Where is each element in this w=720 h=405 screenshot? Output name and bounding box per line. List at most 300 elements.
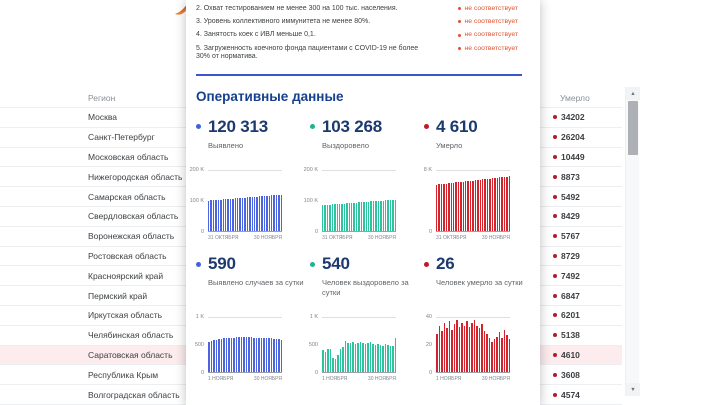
- chart-bar: [324, 205, 325, 231]
- chart-bar: [370, 201, 371, 231]
- chart-bar: [242, 198, 243, 231]
- died-number: 8729: [561, 250, 580, 261]
- chart-bar: [269, 196, 270, 232]
- chart-bar: [330, 349, 332, 373]
- chart-bar: [281, 340, 283, 373]
- region-cell: Санкт-Петербург: [88, 132, 155, 143]
- chart-plot: [322, 170, 396, 232]
- chart-bar: [247, 197, 248, 231]
- x-axis-end-label: 30 НОЯБРЯ: [253, 235, 282, 242]
- chart-bar: [213, 340, 215, 372]
- stat-value: 120 313: [208, 116, 269, 136]
- stat-dot-icon: [310, 124, 315, 129]
- y-axis-label: 20: [425, 341, 432, 348]
- chart-bar: [258, 338, 260, 373]
- y-axis-label: 500: [194, 341, 204, 348]
- region-cell: Москва: [88, 112, 118, 123]
- stat-label: Выздоровело: [322, 140, 370, 150]
- x-axis-start-label: 31 ОКТЯБРЯ: [436, 235, 467, 242]
- x-axis-start-label: 31 ОКТЯБРЯ: [322, 235, 353, 242]
- checklist-item: [196, 45, 518, 62]
- criterion-status: [458, 5, 518, 13]
- died-number: 6847: [561, 290, 580, 301]
- stat-block: [196, 254, 310, 297]
- stat-value: 540: [322, 254, 350, 274]
- y-axis-label: 0: [314, 228, 318, 235]
- chart-bar: [501, 338, 503, 372]
- died-dot-icon: [553, 135, 557, 139]
- chart-plot: [436, 170, 510, 232]
- daily-stats-row: [196, 254, 540, 297]
- x-axis-end-label: 30 НОЯБРЯ: [253, 376, 282, 383]
- died-dot-icon: [553, 333, 557, 337]
- chart-bar: [377, 344, 379, 372]
- chart-bar: [341, 204, 342, 232]
- stat-dot-icon: [196, 262, 201, 267]
- chart-bar: [273, 339, 275, 373]
- x-axis-labels: [436, 235, 510, 241]
- y-axis-label: 500: [308, 341, 318, 348]
- chart-bar: [392, 346, 394, 372]
- chart-bar: [494, 339, 496, 372]
- y-axis-label: 0: [314, 369, 318, 376]
- chart-bar: [470, 181, 471, 231]
- chart-bar: [225, 199, 226, 231]
- chart-bar: [256, 197, 257, 232]
- status-label: не соответствует: [464, 5, 518, 12]
- chart-bar: [268, 338, 270, 372]
- status-label: не соответствует: [464, 44, 518, 52]
- region-cell: Пермский край: [88, 290, 148, 301]
- chart-bar: [368, 202, 369, 232]
- chart-bar: [253, 338, 255, 373]
- died-value: [553, 350, 580, 360]
- stat-block: [310, 117, 424, 151]
- chart-bar: [251, 337, 253, 372]
- checklist-item: [196, 31, 518, 40]
- stat-dot-icon: [424, 124, 429, 129]
- died-dot-icon: [553, 373, 557, 377]
- x-axis-labels: [208, 235, 282, 241]
- chart-bar: [460, 182, 461, 231]
- region-cell: Самарская область: [88, 191, 166, 202]
- mini-chart: [300, 166, 414, 242]
- chart-bar: [438, 184, 439, 231]
- y-axis-label: 200 K: [303, 166, 318, 173]
- chart-bar: [264, 196, 265, 231]
- chart-bar: [332, 358, 334, 372]
- chart-bar: [492, 178, 493, 231]
- total-charts-row: [186, 166, 540, 242]
- chart-bar: [211, 341, 213, 372]
- chart-bar: [449, 321, 451, 372]
- criterion-text: 4. Занятость коек с ИВЛ меньше 0,1.: [196, 31, 316, 39]
- x-axis-start-label: 31 ОКТЯБРЯ: [208, 235, 239, 242]
- died-value: [553, 390, 580, 400]
- chart-bar: [459, 327, 461, 372]
- chart-bar: [489, 179, 490, 232]
- died-value: [553, 231, 580, 241]
- status-label: не соответствует: [464, 18, 518, 26]
- died-dot-icon: [553, 353, 557, 357]
- chart-bar: [342, 347, 344, 372]
- chart-bar: [227, 199, 228, 231]
- chart-bar: [370, 342, 372, 372]
- mini-chart: [300, 313, 414, 383]
- died-value: [553, 330, 580, 340]
- chart-bar: [244, 198, 245, 232]
- chart-bar: [382, 346, 384, 373]
- chart-bar: [499, 332, 501, 372]
- chart-bar: [345, 341, 347, 372]
- chart-bars: [322, 317, 396, 372]
- status-dot-icon: [458, 34, 461, 37]
- chart-bar: [355, 344, 357, 373]
- region-cell: Ростовская область: [88, 250, 167, 261]
- y-axis-label: 0: [200, 228, 204, 235]
- scroll-down-icon[interactable]: ▼: [626, 383, 640, 396]
- chart-bar: [504, 330, 506, 373]
- chart-bar: [340, 349, 342, 373]
- chart-bar: [352, 342, 354, 372]
- chart-bar: [506, 335, 508, 372]
- chart-bar: [446, 328, 448, 372]
- chart-bar: [380, 201, 381, 232]
- criterion-status: [458, 45, 518, 53]
- chart-bar: [465, 181, 466, 231]
- chart-bar: [266, 338, 268, 372]
- died-value: [553, 291, 580, 301]
- mini-chart: [186, 166, 300, 242]
- chart-bar: [467, 181, 468, 231]
- mini-chart: [414, 166, 528, 242]
- x-axis-end-label: 30 НОЯБРЯ: [367, 376, 396, 383]
- chart-bar: [387, 200, 388, 231]
- died-number: 3608: [561, 369, 580, 380]
- chart-bar: [349, 203, 350, 231]
- stat-value: 26: [436, 254, 455, 274]
- died-value: [553, 310, 580, 320]
- died-number: 5492: [561, 191, 580, 202]
- chart-bar: [208, 201, 209, 232]
- table-scrollbar[interactable]: [625, 87, 639, 396]
- stat-label: Человек выздоровело за сутки: [322, 278, 409, 297]
- stat-value: 4 610: [436, 116, 478, 136]
- chart-bar: [395, 338, 397, 372]
- chart-bar: [436, 334, 438, 373]
- chart-bar: [220, 200, 221, 232]
- chart-bar: [235, 198, 236, 231]
- chart-bar: [464, 326, 466, 373]
- x-axis-labels: [322, 376, 396, 382]
- chart-bar: [363, 202, 364, 231]
- chart-bar: [446, 184, 447, 232]
- region-cell: Челябинская область: [88, 330, 174, 341]
- chart-bar: [509, 339, 511, 372]
- chart-bar: [367, 343, 369, 372]
- x-axis-end-label: 30 НОЯБРЯ: [481, 376, 510, 383]
- chart-bar: [466, 321, 468, 372]
- chart-bar: [383, 201, 384, 232]
- x-axis-labels: [322, 235, 396, 241]
- region-cell: Красноярский край: [88, 270, 164, 281]
- died-number: 10449: [561, 151, 585, 162]
- criterion-text: 2. Охват тестированием не менее 300 на 100 тыс. населения.: [196, 5, 398, 12]
- chart-bar: [491, 342, 493, 372]
- chart-bar: [339, 204, 340, 231]
- chart-bar: [332, 204, 333, 231]
- chart-bar: [471, 323, 473, 373]
- chart-bar: [335, 359, 337, 372]
- region-cell: Республика Крым: [88, 369, 159, 380]
- stat-label: Выявлено случаев за сутки: [208, 278, 304, 288]
- chart-bar: [448, 183, 449, 231]
- chart-bar: [385, 200, 386, 231]
- chart-bar: [475, 180, 476, 231]
- chart-bar: [506, 177, 507, 232]
- scroll-up-icon[interactable]: ▲: [626, 87, 640, 100]
- chart-bar: [390, 200, 391, 231]
- died-number: 4574: [561, 389, 580, 400]
- chart-bar: [375, 345, 377, 373]
- y-axis-label: 200 K: [189, 166, 204, 173]
- criteria-checklist: [186, 0, 540, 62]
- chart-bar: [444, 323, 446, 373]
- died-number: 5767: [561, 231, 580, 242]
- y-axis-label: 0: [428, 369, 432, 376]
- died-number: 7492: [561, 270, 580, 281]
- chart-bars: [436, 317, 510, 372]
- chart-bar: [256, 338, 258, 373]
- stat-dot-icon: [424, 262, 429, 267]
- died-value: [553, 192, 580, 202]
- chart-bar: [266, 196, 267, 232]
- mini-chart: [414, 313, 528, 383]
- chart-bar: [361, 202, 362, 231]
- x-axis-start-label: 1 НОЯБРЯ: [322, 376, 348, 383]
- chart-bar: [378, 201, 379, 231]
- chart-plot: [208, 170, 282, 232]
- stat-label: Выявлено: [208, 140, 244, 150]
- chart-bar: [501, 177, 502, 231]
- stat-value: 590: [208, 254, 236, 274]
- chart-bar: [472, 181, 473, 232]
- chart-bar: [325, 352, 327, 372]
- chart-bar: [463, 182, 464, 232]
- chart-bar: [499, 177, 500, 231]
- region-cell: Иркутская область: [88, 310, 163, 321]
- region-cell: Волгоградская область: [88, 389, 180, 400]
- chart-bar: [238, 337, 240, 372]
- chart-bar: [497, 178, 498, 232]
- chart-bar: [281, 195, 282, 232]
- chart-bar: [375, 201, 376, 231]
- stat-top: [310, 117, 424, 137]
- chart-bar: [380, 345, 382, 372]
- died-dot-icon: [553, 115, 557, 119]
- chart-bar: [233, 338, 235, 373]
- chart-bar: [221, 339, 223, 373]
- x-axis-end-label: 30 НОЯБРЯ: [481, 235, 510, 242]
- chart-bar: [451, 330, 453, 373]
- chart-bar: [252, 197, 253, 231]
- chart-bar: [479, 328, 481, 372]
- chart-bar: [223, 199, 224, 231]
- chart-bar: [487, 179, 488, 231]
- chart-bar: [322, 205, 323, 231]
- died-number: 6201: [561, 310, 580, 321]
- criterion-text: 5. Загруженность коечного фонда пациентами с COVID-19 не более 30% от норматива.: [196, 44, 419, 61]
- died-dot-icon: [553, 313, 557, 317]
- chart-bar: [350, 343, 352, 372]
- chart-bar: [481, 324, 483, 372]
- chart-bar: [228, 338, 230, 372]
- region-cell: Нижегородская область: [88, 171, 183, 182]
- chart-bar: [327, 205, 328, 231]
- chart-bar: [276, 339, 278, 372]
- chart-bar: [509, 176, 510, 231]
- stat-label: Человек умерло за сутки: [436, 278, 523, 288]
- chart-bar: [218, 339, 220, 372]
- stat-block: [196, 117, 310, 151]
- died-number: 4610: [561, 349, 580, 360]
- chart-bars: [208, 317, 282, 372]
- chart-bar: [476, 326, 478, 373]
- chart-bar: [365, 344, 367, 372]
- chart-bar: [218, 200, 219, 231]
- chart-bar: [385, 344, 387, 372]
- region-cell: Свердловская область: [88, 211, 179, 222]
- chart-bar: [358, 202, 359, 231]
- died-dot-icon: [553, 274, 557, 278]
- chart-bar: [360, 342, 362, 372]
- chart-plot: [436, 317, 510, 373]
- status-dot-icon: [458, 47, 461, 50]
- died-number: 26204: [561, 132, 585, 143]
- chart-bar: [455, 182, 456, 231]
- x-axis-start-label: 1 НОЯБРЯ: [436, 376, 462, 383]
- y-axis-label: 40: [425, 313, 432, 320]
- chart-bar: [443, 184, 444, 231]
- chart-bar: [243, 337, 245, 372]
- region-column-header: Регион: [88, 92, 116, 103]
- died-column-header: Умерло: [560, 92, 590, 103]
- region-cell: Московская область: [88, 151, 169, 162]
- chart-bar: [271, 195, 272, 231]
- chart-bar: [351, 203, 352, 231]
- chart-bar: [458, 182, 459, 231]
- stat-top: [196, 117, 310, 137]
- died-dot-icon: [553, 393, 557, 397]
- chart-bar: [337, 204, 338, 231]
- chart-bar: [456, 320, 458, 372]
- chart-bar: [322, 350, 324, 372]
- x-axis-start-label: 1 НОЯБРЯ: [208, 376, 234, 383]
- chart-bar: [273, 195, 274, 231]
- stat-block: [424, 117, 538, 151]
- chart-bar: [484, 179, 485, 231]
- mini-chart: [186, 313, 300, 383]
- chart-bar: [215, 200, 216, 231]
- chart-bar: [469, 327, 471, 372]
- x-axis-labels: [208, 376, 282, 382]
- chart-bar: [461, 323, 463, 373]
- chart-bar: [249, 197, 250, 231]
- died-value: [553, 172, 580, 182]
- operational-data-panel: [186, 0, 540, 405]
- daily-charts-row: [186, 313, 540, 383]
- status-label: не соответствует: [464, 31, 518, 39]
- stat-top: [196, 254, 310, 274]
- region-cell: Воронежская область: [88, 231, 175, 242]
- criterion-status: [458, 18, 518, 26]
- chart-bar: [372, 344, 374, 373]
- died-dot-icon: [553, 254, 557, 258]
- stat-dot-icon: [196, 124, 201, 129]
- chart-bar: [387, 345, 389, 372]
- died-value: [553, 112, 585, 122]
- chart-bar: [261, 196, 262, 231]
- chart-bar: [482, 179, 483, 231]
- chart-bar: [347, 343, 349, 373]
- chart-bar: [241, 337, 243, 372]
- chart-bar: [474, 320, 476, 372]
- died-dot-icon: [553, 195, 557, 199]
- chart-bar: [246, 337, 248, 372]
- chart-bar: [480, 180, 481, 232]
- died-dot-icon: [553, 294, 557, 298]
- died-dot-icon: [553, 214, 557, 218]
- chart-bar: [362, 343, 364, 372]
- chart-plot: [208, 317, 282, 373]
- chart-bar: [366, 202, 367, 231]
- chart-bar: [226, 338, 228, 372]
- y-axis-label: 0: [428, 228, 432, 235]
- chart-bars: [436, 170, 510, 231]
- chart-bar: [346, 203, 347, 231]
- chart-bar: [357, 343, 359, 372]
- status-dot-icon: [458, 20, 461, 23]
- chart-bar: [278, 195, 279, 232]
- scrollbar-thumb[interactable]: [628, 101, 638, 155]
- chart-bar: [356, 203, 357, 232]
- status-dot-icon: [458, 7, 461, 10]
- died-value: [553, 132, 585, 142]
- chart-bar: [439, 326, 441, 373]
- chart-plot: [322, 317, 396, 373]
- chart-bar: [484, 331, 486, 372]
- chart-bar: [236, 337, 238, 372]
- chart-bar: [334, 204, 335, 231]
- stat-top: [424, 117, 538, 137]
- chart-bar: [259, 196, 260, 231]
- chart-bars: [322, 170, 396, 231]
- chart-bar: [232, 199, 233, 232]
- chart-bar: [223, 338, 225, 372]
- chart-bar: [344, 204, 345, 232]
- stat-value: 103 268: [322, 116, 383, 136]
- chart-bar: [230, 199, 231, 231]
- died-value: [553, 152, 585, 162]
- chart-bar: [353, 203, 354, 231]
- died-number: 5138: [561, 330, 580, 341]
- region-cell: Саратовская область: [88, 349, 173, 360]
- chart-bar: [494, 178, 495, 231]
- chart-bar: [390, 346, 392, 372]
- chart-bar: [278, 339, 280, 372]
- chart-bar: [504, 177, 505, 231]
- y-axis-label: 0: [200, 369, 204, 376]
